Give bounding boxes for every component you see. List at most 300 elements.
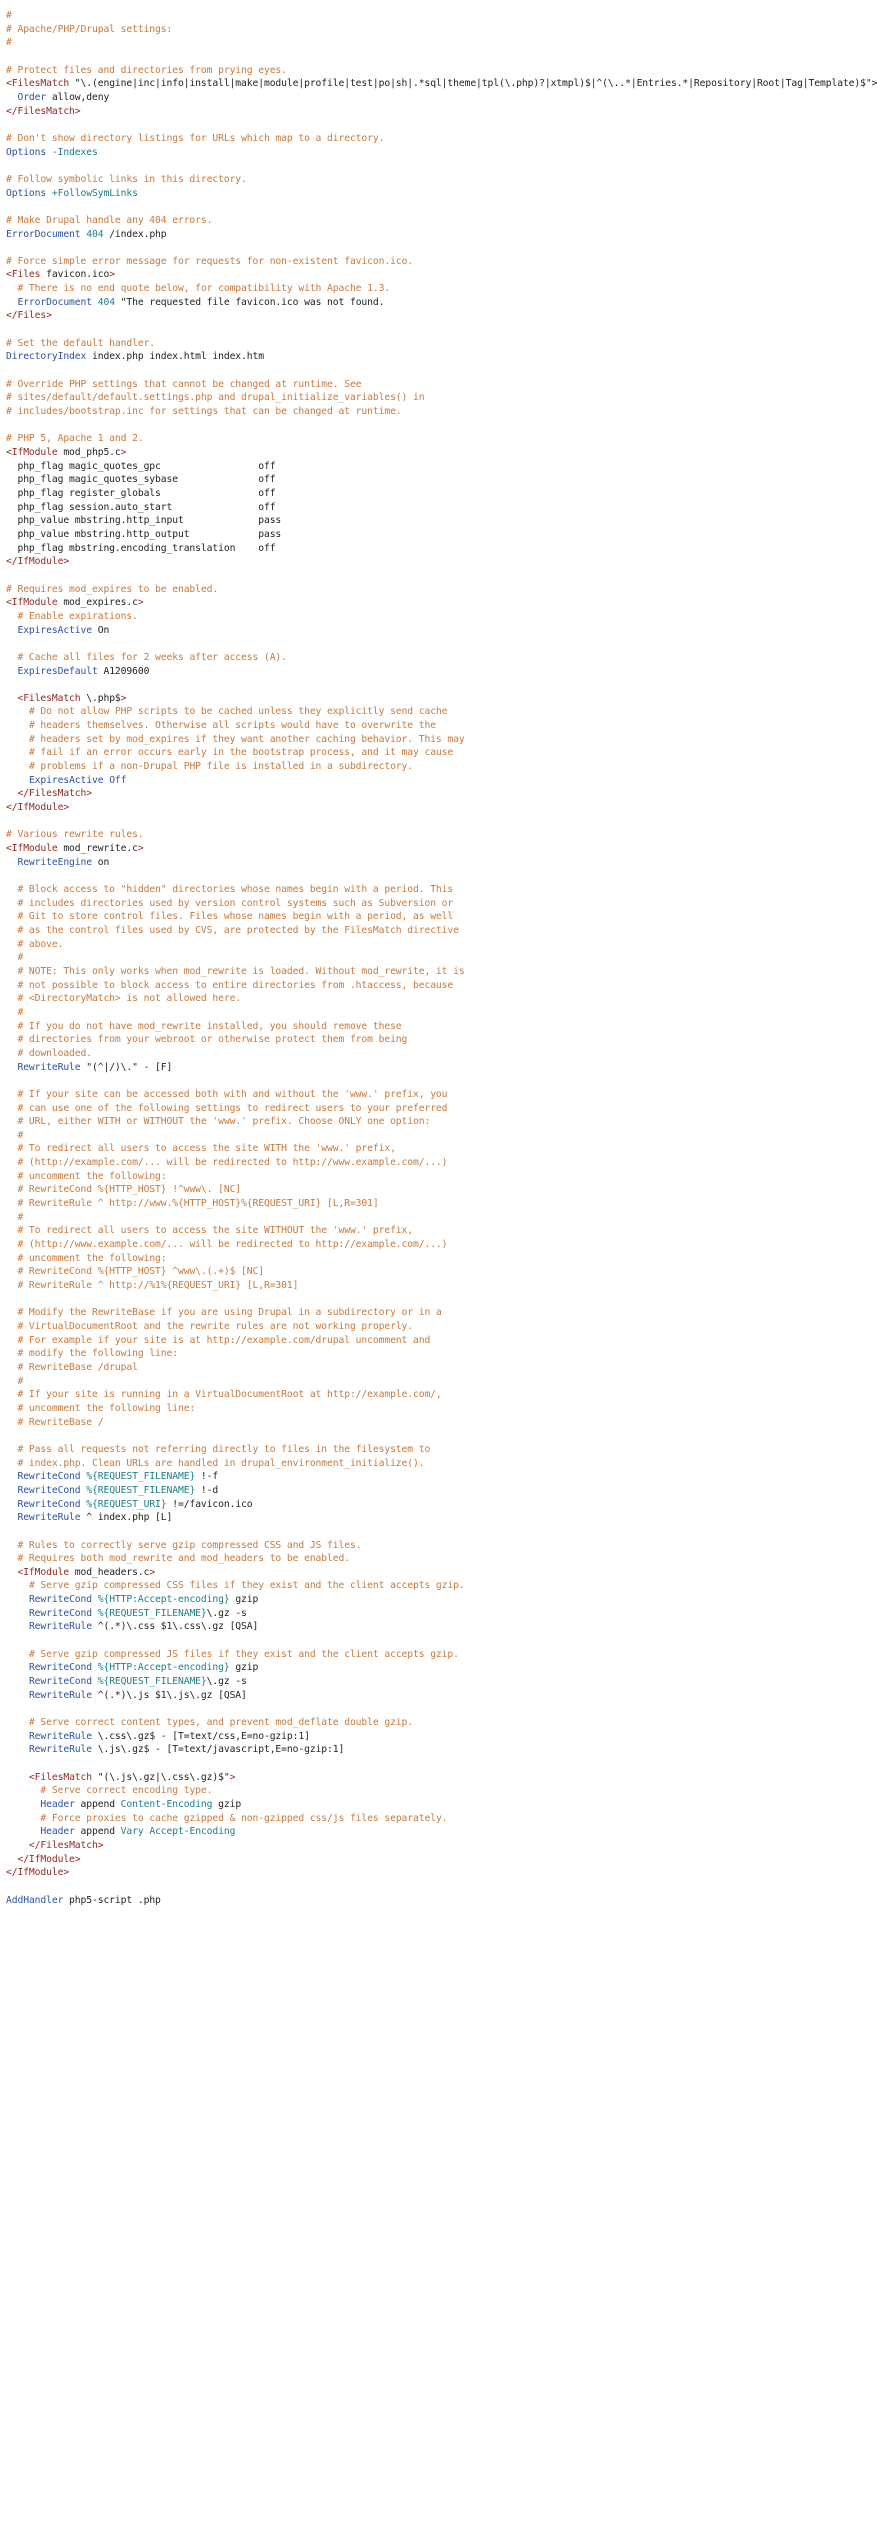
code-line xyxy=(6,1265,600,1279)
plain-text: ^(.*)\.js $1\.js\.gz [QSA] xyxy=(92,1689,247,1701)
plain-text xyxy=(6,1826,40,1837)
code-line xyxy=(6,1429,600,1443)
plain-text xyxy=(6,1116,17,1127)
code-line xyxy=(6,733,600,747)
comment-text: # Serve gzip compressed JS files if they exist and the client accepts gzip. xyxy=(28,1648,459,1660)
code-line xyxy=(6,1579,600,1593)
code-line xyxy=(6,1743,600,1757)
directive-text: Header xyxy=(40,1798,75,1810)
code-line xyxy=(6,1470,600,1484)
plain-text xyxy=(6,966,17,977)
plain-text xyxy=(6,1184,17,1195)
code-line xyxy=(6,542,600,556)
code-line xyxy=(6,105,600,119)
code-line xyxy=(6,214,600,228)
code-line xyxy=(6,350,600,364)
code-line xyxy=(6,1866,600,1880)
code-line xyxy=(6,282,600,296)
code-line xyxy=(6,637,600,651)
code-line xyxy=(6,1784,600,1798)
code-line xyxy=(6,965,600,979)
plain-text: gzip xyxy=(229,1662,259,1674)
plain-text xyxy=(6,1772,29,1783)
argument-text: Accept-Encoding xyxy=(149,1826,236,1838)
code-line xyxy=(6,432,600,446)
argument-text: Vary xyxy=(120,1826,144,1838)
tag-text: </Files> xyxy=(6,310,52,322)
code-line xyxy=(6,1020,600,1034)
code-line xyxy=(6,1798,600,1812)
code-line xyxy=(6,583,600,597)
plain-text xyxy=(6,884,17,895)
plain-text xyxy=(6,1499,17,1510)
comment-text: # RewriteBase / xyxy=(17,1416,104,1428)
code-line xyxy=(6,118,600,132)
code-line xyxy=(6,651,600,665)
comment-text: # problems if a non-Drupal PHP file is installed in a subdirectory. xyxy=(28,761,414,773)
directive-text: ErrorDocument xyxy=(6,228,81,240)
directive-text: RewriteCond xyxy=(17,1484,81,1496)
comment-text: # If you do not have mod_rewrite installed, you should remove these xyxy=(17,1020,402,1032)
code-line xyxy=(6,50,600,64)
comment-text: # downloaded. xyxy=(17,1047,92,1059)
comment-text: # Protect files and directories from prying eyes. xyxy=(6,64,287,76)
code-line xyxy=(6,678,600,692)
code-line xyxy=(6,1006,600,1020)
argument-text: %{REQUEST_URI} xyxy=(86,1498,167,1510)
directive-text: RewriteRule xyxy=(28,1730,92,1742)
plain-text xyxy=(6,1649,29,1660)
plain-text xyxy=(6,1362,17,1373)
code-line xyxy=(6,1457,600,1471)
directive-text: RewriteCond xyxy=(28,1607,92,1619)
code-line xyxy=(6,624,600,638)
code-line xyxy=(6,1689,600,1703)
plain-text: php_flag session.auto_start off xyxy=(6,501,276,513)
code-line xyxy=(6,1511,600,1525)
directive-text: RewriteEngine xyxy=(17,856,92,868)
plain-text: allow,deny xyxy=(46,91,110,103)
directive-text: Off xyxy=(109,774,127,786)
comment-text: # Don't show directory listings for URLs which map to a directory. xyxy=(6,132,385,144)
code-line xyxy=(6,473,600,487)
argument-text: +FollowSymLinks xyxy=(51,187,138,199)
plain-text xyxy=(6,1717,29,1728)
comment-text: # index.php. Clean URLs are handled in drupal_environment_initialize(). xyxy=(17,1457,425,1469)
plain-text xyxy=(6,1239,17,1250)
plain-text xyxy=(6,775,29,786)
plain-text: "(\.js\.gz|\.css\.gz)$" xyxy=(92,1771,230,1783)
code-line xyxy=(6,159,600,173)
plain-text xyxy=(6,1594,29,1605)
code-line xyxy=(6,1825,600,1839)
plain-text: append xyxy=(74,1798,121,1810)
directive-text: RewriteCond xyxy=(28,1662,92,1674)
code-line xyxy=(6,460,600,474)
plain-text xyxy=(6,1034,17,1045)
plain-text: php_flag register_globals off xyxy=(6,487,276,499)
plain-text xyxy=(6,1335,17,1346)
code-line xyxy=(6,77,877,91)
code-line xyxy=(6,951,600,965)
plain-text xyxy=(6,1731,29,1742)
plain-text xyxy=(6,1403,17,1414)
code-line xyxy=(6,828,600,842)
code-line xyxy=(6,1388,600,1402)
plain-text xyxy=(6,666,17,677)
comment-text: # can use one of the following settings to redirect users to your preferred xyxy=(17,1102,448,1114)
plain-text xyxy=(6,1690,29,1701)
comment-text: # uncomment the following line: xyxy=(17,1402,196,1414)
code-line xyxy=(6,1197,600,1211)
plain-text: "(^|/)\." - [F] xyxy=(80,1061,173,1073)
code-line xyxy=(6,187,600,201)
comment-text: # URL, either WITH or WITHOUT the 'www.' prefix. Choose ONLY one option: xyxy=(17,1116,431,1128)
code-line xyxy=(6,1648,600,1662)
comment-text: # fail if an error occurs early in the bootstrap process, and it may cause xyxy=(28,747,454,759)
code-line xyxy=(6,938,600,952)
comment-text: # To redirect all users to access the site WITHOUT the 'www.' prefix, xyxy=(17,1225,414,1237)
code-line xyxy=(6,1443,600,1457)
plain-text xyxy=(6,1485,17,1496)
comment-text: # PHP 5, Apache 1 and 2. xyxy=(6,433,144,445)
code-line xyxy=(6,992,600,1006)
comment-text: # RewriteBase /drupal xyxy=(17,1361,138,1373)
tag-text: > xyxy=(120,447,127,458)
code-line xyxy=(6,596,600,610)
plain-text xyxy=(6,1389,17,1400)
code-line xyxy=(6,774,600,788)
comment-text: # If your site can be accessed both with and without the 'www.' prefix, you xyxy=(17,1088,448,1100)
code-line xyxy=(6,842,600,856)
tag-text: <IfModule xyxy=(17,1566,70,1578)
code-line xyxy=(6,419,600,433)
tag-text: </FilesMatch> xyxy=(6,105,81,117)
plain-text xyxy=(6,1280,17,1291)
code-line xyxy=(6,1730,600,1744)
comment-text: # NOTE: This only works when mod_rewrite is loaded. Without mod_rewrite, it is xyxy=(17,965,465,977)
plain-text xyxy=(6,952,17,963)
plain-text xyxy=(6,1212,17,1223)
plain-text xyxy=(6,1799,40,1810)
argument-text: 404 xyxy=(86,228,104,240)
comment-text: # <DirectoryMatch> is not allowed here. xyxy=(17,993,242,1005)
comment-text: # Block access to "hidden" directories whose names begin with a period. This xyxy=(17,884,454,895)
plain-text xyxy=(6,1266,17,1277)
directive-text: RewriteRule xyxy=(28,1744,92,1756)
comment-text: # headers set by mod_expires if they want another caching behavior. This may xyxy=(28,733,465,745)
plain-text xyxy=(6,1676,29,1687)
plain-text xyxy=(6,1157,17,1168)
plain-text xyxy=(6,1813,40,1824)
comment-text: # Requires mod_expires to be enabled. xyxy=(6,583,219,595)
argument-text: %{REQUEST_FILENAME} xyxy=(97,1607,207,1619)
comment-text: # To redirect all users to access the site WITH the 'www.' prefix, xyxy=(17,1143,396,1155)
plain-text: A1209600 xyxy=(97,665,150,677)
code-line xyxy=(6,64,600,78)
code-line xyxy=(6,1853,600,1867)
comment-text: # xyxy=(17,1375,24,1387)
plain-text: favicon.ico xyxy=(40,269,110,281)
code-line xyxy=(6,610,600,624)
code-line xyxy=(6,296,600,310)
comment-text: # RewriteCond %{HTTP_HOST} ^www\.(.+)$ [NC] xyxy=(17,1266,264,1278)
plain-text: php_value mbstring.http_input pass xyxy=(6,515,282,527)
tag-text: <IfModule xyxy=(6,843,58,855)
plain-text xyxy=(6,1021,17,1032)
plain-text xyxy=(6,1417,17,1428)
argument-text: %{HTTP:Accept-encoding} xyxy=(97,1662,230,1674)
code-line xyxy=(6,1306,600,1320)
plain-text xyxy=(6,1840,29,1851)
comment-text: # Override PHP settings that cannot be changed at runtime. See xyxy=(6,378,362,390)
code-line xyxy=(6,200,600,214)
plain-text xyxy=(6,925,17,936)
plain-text xyxy=(6,1062,17,1073)
comment-text: # Serve gzip compressed CSS files if they exist and the client accepts gzip. xyxy=(28,1580,465,1592)
plain-text: /index.php xyxy=(103,228,167,240)
plain-text xyxy=(6,1540,17,1551)
code-line xyxy=(6,1771,600,1785)
directive-text: Order xyxy=(17,91,47,103)
directive-text: Options xyxy=(6,187,47,199)
plain-text: On xyxy=(92,624,110,636)
code-line xyxy=(6,787,600,801)
code-line xyxy=(6,1156,600,1170)
plain-text xyxy=(6,734,29,745)
tag-text: > xyxy=(137,597,144,609)
plain-text xyxy=(6,1048,17,1059)
code-line xyxy=(6,391,600,405)
argument-text: %{REQUEST_FILENAME} xyxy=(97,1676,207,1688)
code-line xyxy=(6,1498,600,1512)
comment-text: # includes directories used by version control systems such as Subversion or xyxy=(17,897,454,909)
tag-text: </FilesMatch> xyxy=(28,1839,104,1851)
code-line xyxy=(6,1102,600,1116)
comment-text: # Pass all requests not referring directly to files in the filesystem to xyxy=(17,1443,431,1455)
code-line xyxy=(6,746,600,760)
directive-text: RewriteCond xyxy=(28,1594,92,1606)
directive-text: ExpiresActive xyxy=(28,774,104,786)
plain-text: gzip xyxy=(212,1798,242,1810)
code-line xyxy=(6,719,600,733)
plain-text xyxy=(6,706,29,717)
argument-text: %{REQUEST_FILENAME} xyxy=(86,1471,196,1483)
code-line xyxy=(6,665,600,679)
code-line xyxy=(6,924,600,938)
code-line xyxy=(6,268,600,282)
plain-text: !-f xyxy=(195,1471,219,1483)
code-line xyxy=(6,1894,600,1908)
comment-text: # not possible to block access to entire directories from .htaccess, because xyxy=(17,979,454,991)
code-line xyxy=(6,514,600,528)
code-line xyxy=(6,801,600,815)
argument-text: %{REQUEST_FILENAME} xyxy=(86,1484,196,1496)
plain-text: !=/favicon.ico xyxy=(166,1498,253,1510)
tag-text: </IfModule> xyxy=(17,1853,81,1865)
argument-text: -Indexes xyxy=(51,146,98,158)
plain-text: mod_expires.c xyxy=(57,597,138,609)
comment-text: # Force proxies to cache gzipped & non-gzipped css/js files separately. xyxy=(40,1812,448,1824)
plain-text xyxy=(6,939,17,950)
tag-text: > xyxy=(137,843,144,855)
argument-text: %{HTTP:Accept-encoding} xyxy=(97,1594,230,1606)
plain-text xyxy=(6,1007,17,1018)
tag-text: > xyxy=(229,1771,236,1783)
plain-text: mod_php5.c xyxy=(57,447,121,458)
plain-text xyxy=(6,1225,17,1236)
tag-text: <FilesMatch xyxy=(17,692,81,704)
plain-text xyxy=(6,980,17,991)
plain-text xyxy=(6,283,17,294)
code-line xyxy=(6,1839,600,1853)
comment-text: # above. xyxy=(17,938,64,950)
comment-text: # directories from your webroot or otherwise protect them from being xyxy=(17,1034,408,1046)
comment-text: # VirtualDocumentRoot and the rewrite rules are not working properly. xyxy=(17,1321,414,1332)
comment-text: # xyxy=(6,37,12,49)
comment-text: # Make Drupal handle any 404 errors. xyxy=(6,214,213,226)
directive-text: ExpiresDefault xyxy=(17,665,98,677)
plain-text xyxy=(6,1143,17,1154)
code-line xyxy=(6,23,600,37)
code-line xyxy=(6,1224,600,1238)
tag-text: > xyxy=(109,269,115,281)
code-line xyxy=(6,1416,600,1430)
comment-text: # For example if your site is at http://example.com/drupal uncomment and xyxy=(17,1334,431,1346)
plain-text xyxy=(6,1608,29,1619)
comment-text: # (http://www.example.com/... will be redirected to http://example.com/...) xyxy=(17,1239,448,1251)
code-line xyxy=(6,910,600,924)
plain-text: \.js\.gz$ - [T=text/javascript,E=no-gzip:1] xyxy=(92,1744,345,1756)
argument-text: Content-Encoding xyxy=(120,1798,213,1810)
comment-text: # Enable expirations. xyxy=(17,610,138,622)
tag-text: <Files xyxy=(6,269,41,281)
code-line xyxy=(6,36,600,50)
code-line xyxy=(6,364,600,378)
comment-text: # uncomment the following: xyxy=(17,1170,167,1182)
plain-text: php_flag mbstring.encoding_translation off xyxy=(6,542,276,554)
code-line xyxy=(6,1593,600,1607)
plain-text xyxy=(6,1580,29,1591)
directive-text: RewriteRule xyxy=(28,1689,92,1701)
code-line xyxy=(6,815,600,829)
tag-text: <FilesMatch xyxy=(6,78,70,90)
code-line xyxy=(6,760,600,774)
plain-text xyxy=(6,1471,17,1482)
plain-text xyxy=(6,1171,17,1182)
comment-text: # RewriteRule ^ http://%1%{REQUEST_URI} [L,R=301] xyxy=(17,1280,299,1292)
plain-text: \.gz -s xyxy=(206,1676,247,1688)
plain-text: ^ index.php [L] xyxy=(80,1512,173,1524)
plain-text: \.css\.gz$ - [T=text/css,E=no-gzip:1] xyxy=(92,1730,310,1742)
code-line xyxy=(6,228,600,242)
code-line xyxy=(6,1525,600,1539)
plain-text xyxy=(6,1567,17,1578)
directive-text: ErrorDocument xyxy=(17,296,92,308)
code-line xyxy=(6,883,600,897)
code-line xyxy=(6,555,600,569)
code-line xyxy=(6,1033,600,1047)
comment-text: # xyxy=(6,10,12,21)
plain-text xyxy=(6,693,17,704)
code-line xyxy=(6,528,600,542)
comment-text: # If your site is running in a VirtualDocumentRoot at http://example.com/, xyxy=(17,1389,442,1401)
tag-text: > xyxy=(149,1566,156,1578)
plain-text xyxy=(6,297,17,308)
plain-text: gzip xyxy=(229,1594,259,1606)
plain-text: \.php$ xyxy=(80,692,121,704)
plain-text: mod_headers.c xyxy=(69,1566,150,1578)
tag-text: </IfModule> xyxy=(6,556,70,568)
comment-text: # Follow symbolic links in this directory. xyxy=(6,173,247,185)
code-line xyxy=(6,1334,600,1348)
plain-text: php_flag magic_quotes_sybase off xyxy=(6,474,276,486)
code-line xyxy=(6,979,600,993)
comment-text: # Requires both mod_rewrite and mod_headers to be enabled. xyxy=(17,1553,350,1565)
directive-text: DirectoryIndex xyxy=(6,351,87,363)
code-line xyxy=(6,1061,600,1075)
code-line xyxy=(6,897,600,911)
plain-text: on xyxy=(92,856,110,868)
comment-text: # Various rewrite rules. xyxy=(6,829,144,841)
plain-text xyxy=(6,1376,17,1387)
plain-text xyxy=(6,898,17,909)
comment-text: # xyxy=(17,1006,24,1018)
plain-text xyxy=(6,611,17,622)
code-line xyxy=(6,1183,600,1197)
plain-text xyxy=(6,1444,17,1455)
code-line xyxy=(6,1552,600,1566)
comment-text: # Serve correct content types, and prevent mod_deflate double gzip. xyxy=(28,1717,414,1729)
code-line xyxy=(6,337,600,351)
comment-text: # Rules to correctly serve gzip compressed CSS and JS files. xyxy=(17,1539,362,1551)
plain-text xyxy=(6,720,29,731)
plain-text xyxy=(6,1512,17,1523)
code-line xyxy=(6,1812,600,1826)
comment-text: # Do not allow PHP scripts to be cached unless they explicitly send cache xyxy=(28,706,448,718)
comment-text: # uncomment the following: xyxy=(17,1252,167,1264)
plain-text xyxy=(6,1348,17,1359)
code-line xyxy=(6,1238,600,1252)
tag-text: <FilesMatch xyxy=(28,1771,92,1783)
code-line xyxy=(6,1702,600,1716)
directive-text: RewriteCond xyxy=(17,1498,81,1510)
plain-text xyxy=(6,1553,17,1564)
code-line xyxy=(6,446,600,460)
code-line xyxy=(6,1074,600,1088)
code-line xyxy=(6,1170,600,1184)
plain-text xyxy=(6,747,29,758)
comment-text: # Force simple error message for requests for non-existent favicon.ico. xyxy=(6,255,413,267)
code-line xyxy=(6,1211,600,1225)
comment-text: # sites/default/default.settings.php and drupal_initialize_variables() in xyxy=(6,392,425,404)
plain-text xyxy=(6,1458,17,1469)
code-line xyxy=(6,1634,600,1648)
comment-text: # Serve correct encoding type. xyxy=(40,1785,213,1797)
code-line xyxy=(6,1129,600,1143)
directive-text: RewriteCond xyxy=(28,1676,92,1688)
plain-text xyxy=(6,1321,17,1332)
plain-text xyxy=(6,1621,29,1632)
code-line xyxy=(6,487,600,501)
code-line xyxy=(6,146,600,160)
plain-text: index.php index.html index.htm xyxy=(86,351,264,363)
comment-text: # xyxy=(17,952,24,964)
code-line xyxy=(6,1115,600,1129)
tag-text: </IfModule> xyxy=(6,802,70,814)
plain-text: ^(.*)\.css $1\.css\.gz [QSA] xyxy=(92,1621,259,1633)
code-line xyxy=(6,378,600,392)
